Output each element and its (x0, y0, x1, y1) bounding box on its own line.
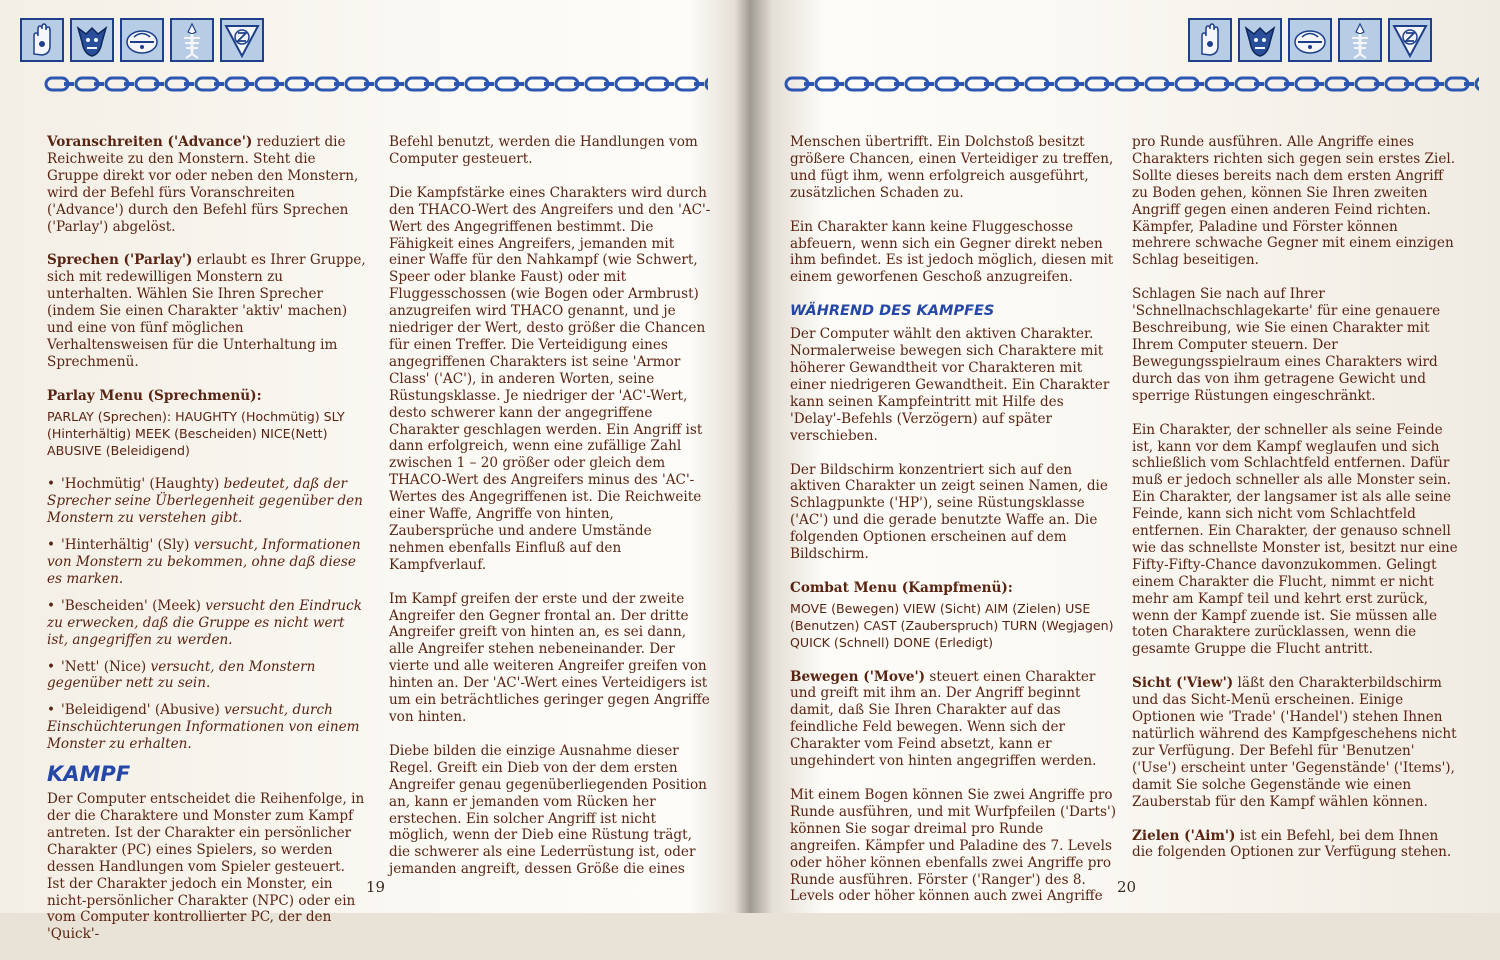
left-column-1 (47, 134, 367, 960)
parlay-menu-options: PARLAY (Sprechen): HAUGHTY (Hochmütig) SLY (Hinterhältig) MEEK (Bescheiden) NICE(Nett) ABUSIVE (Beleidigend) (47, 408, 345, 458)
page-number-left: 19 (366, 878, 386, 896)
bullet-nice: • 'Nett' (Nice) versucht, den Monstern gegenüber nett zu sein. (47, 658, 316, 692)
paragraph-bildschirm: Der Bildschirm konzentriert sich auf den aktiven Charakter un zeigt seinen Namen, die Schlagpunkte ('HP'), seine Rüstungsklasse ('AC') und die gerade benutzte Waffe an. Die folgenden Optionen erscheinen auf dem Bildschirm. (790, 461, 1108, 563)
paragraph-schnellnachschlagekarte: Schlagen Sie nach auf Ihrer 'Schnellnachschlagekarte' für eine genauere Beschreibung, wie Sie einen Charakter mit Ihrem Computer steuern. Der Bewegungsspielraum eines Charakters wird durch das von ihm getragene Gewicht und sperrige Rüstungen eingeschränkt. (1132, 286, 1441, 404)
paragraph-dolchstoss: Menschen übertrifft. Ein Dolchstoß besitzt größere Chancen, einen Verteidiger zu treffen, und fügt ihm, wenn erfolgreich ausgeführt, zusätzlichen Schaden zu. (790, 134, 1114, 201)
heading-waehrend-des-kampfes: WÄHREND DES KAMPFES (790, 303, 995, 320)
skeleton-icon (1338, 18, 1382, 62)
paragraph-bogen: Mit einem Bogen können Sie zwei Angriffe pro Runde ausführen, und mit Wurfpfeilen ('Darts') können Sie sogar dreimal pro Runde angreifen. Kämpfer und Paladine des 7. Levels oder höher können ebenfalls zwei Angriffe pro Runde ausführen. Förster ('Ranger') des 8. Levels oder höher können auch zwei Angriffe (790, 787, 1117, 905)
right-column-2 (1132, 134, 1460, 878)
paragraph-quick: Befehl benutzt, werden die Handlungen vom Computer gesteuert. (389, 134, 698, 167)
icon-row (1188, 18, 1432, 62)
helmet-icon (120, 18, 164, 62)
bullet-meek: • 'Bescheiden' (Meek) versucht den Eindruck zu erwecken, daß die Gruppe es nicht wert ist, angegriffen zu werden. (47, 597, 363, 648)
paragraph-advance: Voranschreiten ('Advance') reduziert die Reichweite zu den Monstern. Steht die Gruppe direkt vor oder neben den Monstern, wird der Befehl fürs Voranschreiten ('Advance') durch den Befehl fürs Sprechen ('Parlay') abgelöst. (47, 134, 359, 235)
icon-row (20, 18, 264, 62)
skeleton-icon (170, 18, 214, 62)
paragraph-view: Sicht ('View') läßt den Charakterbildschirm und das Sicht-Menü erscheinen. Einige Optionen wie 'Trade' ('Handel') stehen Ihnen natürlich während des Kampfgeschehens nicht zur Verfügung. Der Befehl für 'Benutzen' ('Use') erscheint unter 'Gegenstände' ('Items'), damit Sie solche Gegenstände wie einen Zauberstab für den Kampf wählen können. (1132, 675, 1457, 810)
bullet-sly: • 'Hinterhältig' (Sly) versucht, Informationen von Monstern zu bekommen, ohne daß diese es marken. (47, 537, 361, 587)
paragraph-parlay: Sprechen ('Parlay') erlaubt es Ihrer Gruppe, sich mit redewilligen Monstern zu unterhalten. Wählen Sie Ihren Sprecher (indem Sie einen Charakter 'aktiv' machen) und eine von fünf möglichen Verhaltensweisen für die Unterhaltung im Sprechmenü. (47, 252, 366, 370)
demon-icon (70, 18, 114, 62)
chain-border (44, 74, 708, 94)
combat-menu-title: Combat Menu (Kampfmenü): (790, 579, 1013, 596)
paragraph-thaco: Die Kampfstärke eines Charakters wird durch den THACO-Wert des Angreifers und den 'AC'-Wert des Angegriffenen bestimmt. Die Fähigkeit eines Angreifers, jemanden mit einer Waffe für den Nahkampf (wie Schwert, Speer oder blanke Faust) oder mit Fluggesschossen (wie Bogen oder Armbrust) anzugreifen wird THACO genannt, und je niedriger der Wert, desto größer die Chancen für einen Treffer. Die Verteidigung eines angegriffenen Charakters ist seine 'Armor Class' ('AC'), in anderen Worten, seine Rüstungsklasse. Je niedriger der 'AC'-Wert, desto schwerer kann der angegriffene Charakter geschlagen werden. Ein Angriff ist dann erfolgreich, wenn eine zufällige Zahl zwischen 1 – 20 größer oder gleich dem THACO-Wert des Angreifers minus des 'AC'-Wertes des Angegriffenen ist. Die Reichweite einer Waffe, Angriffe von hinten, Zaubersprüche und andere Umstände nehmen ebenfalls Einfluß auf den Kampfverlauf. (389, 184, 711, 573)
triangle-z-icon (1388, 18, 1432, 62)
paragraph-move: Bewegen ('Move') steuert einen Charakter und greift mit ihm an. Der Angriff beginnt damit, daß Sie Ihren Charakter auf das feindliche Feld bewegen. Wenn sich der Charakter vom Feind absetzt, kann er ungehindert von hinten angegriffen werden. (790, 668, 1097, 770)
chain-border (784, 74, 1479, 94)
triangle-z-icon (220, 18, 264, 62)
left-column-2 (389, 134, 711, 895)
hand-icon (1188, 18, 1232, 62)
parlay-menu-title: Parlay Menu (Sprechmenü): (47, 387, 262, 404)
paragraph-kampf: Der Computer entscheidet die Reihenfolge, in der die Charaktere und Monster zum Kampf antreten. Ist der Charakter ein persönlicher Charakter (PC) eines Spielers, so werden dessen Handlungen vom Spieler gesteuert. Ist der Charakter jedoch ein Monster, ein nicht-persönlicher Charakter (NPC) oder ein vom Computer kontrollierter PC, der den 'Quick'- (47, 791, 365, 943)
paragraph-diebe: Diebe bilden die einzige Ausnahme dieser Regel. Greift ein Dieb von der dem ersten Angreifer genau gegenüberliegenden Position an, kann er jemanden vom Rücken her erstechen. Ein solcher Angriff ist nicht möglich, wenn der Dieb eine Rüstung trägt, die schwerer als eine Lederrüstung ist, oder jemanden angreift, dessen Größe die eines (389, 742, 707, 878)
heading-kampf: KAMPF (47, 762, 131, 787)
paragraph-fluggeschosse: Ein Charakter kann keine Fluggeschosse abfeuern, wenn sich ein Gegner direkt neben ihm befindet. Es ist jedoch möglich, diesen mit einem geworfenen Geschoß anzugreifen. (790, 218, 1114, 286)
demon-icon (1238, 18, 1282, 62)
bullet-haughty: • 'Hochmütig' (Haughty) bedeutet, daß der Sprecher seine Überlegenheit gegenüber den Monstern zu verstehen gibt. (47, 476, 363, 527)
right-column-1 (790, 134, 1118, 922)
paragraph-aim: Zielen ('Aim') ist ein Befehl, bei dem Ihnen die folgenden Optionen zur Verfügung stehen. (1132, 827, 1452, 861)
hand-icon (20, 18, 64, 62)
combat-menu-options: MOVE (Bewegen) VIEW (Sicht) AIM (Zielen) USE (Benutzen) CAST (Zauberspruch) TURN (Wegjagen) QUICK (Schnell) DONE (Erledigt) (790, 600, 1114, 650)
page-left (0, 0, 740, 943)
bullet-abusive: • 'Beleidigend' (Abusive) versucht, durch Einschüchterungen Informationen von einem Monster zu erhalten. (47, 702, 360, 753)
helmet-icon (1288, 18, 1332, 62)
paragraph-angreifer: Im Kampf greifen der erste und der zweite Angreifer den Gegner frontal an. Der dritte Angreifer greift von hinten an, es sei dann, alle Angreifer stehen nebeneinander. Der vierte und alle weiteren Angreifer greifen von hinten an. Der 'AC'-Wert eines Verteidigers ist um ein beträchtliches geringer gegen Angriffe von hinten. (389, 590, 710, 725)
page-number-right: 20 (1117, 878, 1137, 896)
paragraph-aktiver-charakter: Der Computer wählt den aktiven Charakter. Normalerweise bewegen sich Charaktere mit höherer Gewandtheit vor Charakteren mit einer niedrigeren Gewandtheit. Ein Charakter kann seinen Kampfeintritt mit Hilfe des 'Delay'-Befehls (Verzögern) auf später verschieben. (790, 326, 1110, 444)
page-right (760, 0, 1500, 913)
paragraph-angriffe-runde: pro Runde ausführen. Alle Angriffe eines Charakters richten sich gegen sein erstes Ziel. Sollte dieses bereits nach dem ersten Angriff zu Boden gehen, können Sie Ihren zweiten Angriff gegen einen anderen Feind richten. Kämpfer, Paladine und Förster können mehrere schwache Gegner mit einem einzigen Schlag beseitigen. (1132, 134, 1456, 269)
paragraph-flucht: Ein Charakter, der schneller als seine Feinde ist, kann vor dem Kampf weglaufen und sich schließlich vom Schlachtfeld entfernen. Dafür muß er jedoch schneller als alle Monster sein. Ein Charakter, der langsamer ist als alle seine Feinde, kann sich nicht vom Schlachtfeld entfernen. Ein Charakter, der genauso schnell wie das schnellste Monster ist, besitzt nur eine Fifty-Fifty-Chance davonzukommen. Gelingt einem Charakter die Flucht, nimmt er nicht mehr am Kampf teil und kehrt erst zurück, wenn der Kampf zuende ist. Sie müssen alle toten Charaktere zurücklassen, wenn die gesamte Gruppe die Flucht antritt. (1132, 421, 1458, 658)
